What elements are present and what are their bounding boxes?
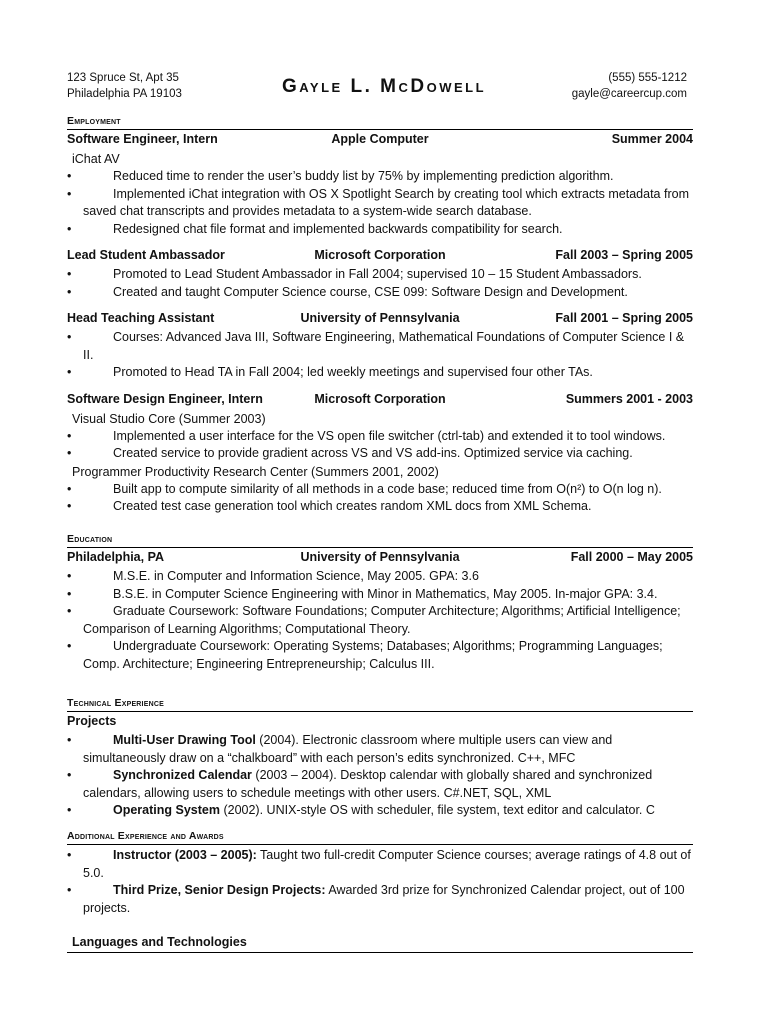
job-role: Software Engineer, Intern xyxy=(67,132,218,146)
job-org: Apple Computer xyxy=(331,132,429,146)
project-item: • Operating System (2002). UNIX-style OS with scheduler, file system, text editor and calculator. C xyxy=(67,803,655,817)
bullet-item: • Created test case generation tool which creates random XML docs from XML Schema. xyxy=(67,499,592,513)
job-bullets xyxy=(67,481,693,516)
bullet-item: • Reduced time to render the user’s buddy list by 75% by implementing prediction algorithm. xyxy=(67,169,614,183)
address-line-1: 123 Spruce St, Apt 35 xyxy=(67,72,179,84)
job-dates: Summer 2004 xyxy=(611,132,693,146)
project-desc: (2003 – 2004). Desktop calendar with globally shared and synchronized calendars, allowing users to schedule meetings with other users. C#.NET, SQL, XML xyxy=(83,768,653,800)
bullet-item: • Implemented iChat integration with OS X Spotlight Search by creating tool which extracts metadata from saved chat transcripts and provides metadata to a system-wide search database. xyxy=(67,186,689,218)
job-subheading: Visual Studio Core (Summer 2003) xyxy=(72,411,266,426)
education-dates: Fall 2000 – May 2005 xyxy=(570,550,693,564)
awards-heading: Additional Experience and Awards xyxy=(67,830,693,845)
technical-heading: Technical Experience xyxy=(67,697,693,712)
job-org: University of Pennsylvania xyxy=(300,311,460,325)
job-bullets xyxy=(67,428,693,463)
education-bullets xyxy=(67,568,693,673)
awards-section xyxy=(67,830,693,917)
bullet-item: • Graduate Coursework: Software Foundations; Computer Architecture; Algorithms; Artificial Intelligence; Comparison of Learning Algorithms; Computational Theory. xyxy=(67,604,681,636)
education-header xyxy=(67,550,693,568)
job-org: Microsoft Corporation xyxy=(314,248,446,262)
technical-section xyxy=(67,697,693,820)
project-desc: (2002). UNIX-style OS with scheduler, file system, text editor and calculator. C xyxy=(219,803,655,817)
project-name: Operating System xyxy=(113,803,220,817)
job-bullets xyxy=(67,329,693,382)
job-role: Lead Student Ambassador xyxy=(67,248,225,262)
education-section xyxy=(67,533,693,673)
project-desc: (2004). Electronic classroom where multiple users can view and simultaneously draw on a “chalkboard” with each person’s edits synchronized. C++, MFC xyxy=(83,733,613,765)
project-item: • Multi-User Drawing Tool (2004). Electronic classroom where multiple users can view and simultaneously draw on a “chalkboard” with each person’s edits synchronized. C++, MFC xyxy=(67,733,613,765)
job-bullets xyxy=(67,266,693,301)
bullet-item: • Built app to compute similarity of all methods in a code base; reduced time from O(n²) to O(n log n). xyxy=(67,481,662,496)
job-header xyxy=(67,311,693,329)
job-bullets xyxy=(67,168,693,238)
bullet-item: • Created service to provide gradient across VS and VS add-ins. Optimized service via caching. xyxy=(67,446,633,460)
award-name: Third Prize, Senior Design Projects: xyxy=(113,883,326,897)
bullet-item: • M.S.E. in Computer and Information Science, May 2005. GPA: 3.6 xyxy=(67,569,479,583)
award-name: Instructor (2003 – 2005): xyxy=(113,848,257,862)
bullet-item: • Implemented a user interface for the VS open file switcher (ctrl-tab) and extended it to tool windows. xyxy=(67,428,666,443)
candidate-name: Gayle L. McDowell xyxy=(281,76,487,97)
project-name: Multi-User Drawing Tool xyxy=(113,733,256,747)
job-dates: Summers 2001 - 2003 xyxy=(565,391,693,406)
bullet-item: • Promoted to Lead Student Ambassador in Fall 2004; supervised 10 – 15 Student Ambassadors. xyxy=(67,267,642,281)
job-header xyxy=(67,248,693,266)
project-name: Synchronized Calendar xyxy=(113,768,252,782)
award-desc: Taught two full-credit Computer Science courses; average ratings of 4.8 out of 5.0. xyxy=(83,848,691,880)
bullet-item: • Promoted to Head TA in Fall 2004; led weekly meetings and supervised four other TAs. xyxy=(67,365,593,379)
languages-heading: Languages and Technologies xyxy=(67,935,693,953)
languages-section xyxy=(67,935,693,953)
job-role: Head Teaching Assistant xyxy=(67,311,215,325)
award-item: • Third Prize, Senior Design Projects: Awarded 3rd prize for Synchronized Calendar project, out of 100 projects. xyxy=(67,883,685,915)
projects-subheading: Projects xyxy=(67,714,117,728)
job-header xyxy=(67,132,693,150)
award-bullets xyxy=(67,847,693,917)
education-school: University of Pennsylvania xyxy=(300,550,460,564)
bullet-item: • Created and taught Computer Science course, CSE 099: Software Design and Development. xyxy=(67,284,628,299)
job-dates: Fall 2001 – Spring 2005 xyxy=(555,311,693,325)
contact-block xyxy=(572,70,687,102)
project-bullets xyxy=(67,732,693,820)
job-header xyxy=(67,392,693,410)
bullet-item: • B.S.E. in Computer Science Engineering with Minor in Mathematics, May 2005. In-major GPA: 3.4. xyxy=(67,586,658,601)
bullet-item: • Courses: Advanced Java III, Software Engineering, Mathematical Foundations of Computer Science I & II. xyxy=(67,330,685,362)
award-item: • Instructor (2003 – 2005): Taught two full-credit Computer Science courses; average ratings of 4.8 out of 5.0. xyxy=(67,848,691,880)
bullet-item: • Undergraduate Coursework: Operating Systems; Databases; Algorithms; Programming Languages; Comp. Architecture; Engineering Entrepreneurship; Calculus III. xyxy=(67,639,663,671)
job-role: Software Design Engineer, Intern xyxy=(67,391,263,406)
job-subheading: iChat AV xyxy=(72,152,120,166)
employment-section xyxy=(67,115,693,516)
address-line-2: Philadelphia PA 19103 xyxy=(67,88,182,100)
phone-number: (555) 555-1212 xyxy=(608,72,687,84)
bullet-item: • Redesigned chat file format and implemented backwards compatibility for search. xyxy=(67,221,563,236)
job-dates: Fall 2003 – Spring 2005 xyxy=(555,248,693,262)
job-org: Microsoft Corporation xyxy=(314,391,446,406)
education-heading: Education xyxy=(67,533,693,548)
employment-heading: Employment xyxy=(67,115,693,130)
email-address: gayle@careercup.com xyxy=(571,88,687,100)
job-subheading: Programmer Productivity Research Center (Summers 2001, 2002) xyxy=(72,464,439,479)
education-location: Philadelphia, PA xyxy=(67,550,165,564)
award-desc: Awarded 3rd prize for Synchronized Calendar project, out of 100 projects. xyxy=(83,883,685,915)
project-item: • Synchronized Calendar (2003 – 2004). Desktop calendar with globally shared and synchronized calendars, allowing users to schedule meetings with other users. C#.NET, SQL, XML xyxy=(67,768,653,800)
